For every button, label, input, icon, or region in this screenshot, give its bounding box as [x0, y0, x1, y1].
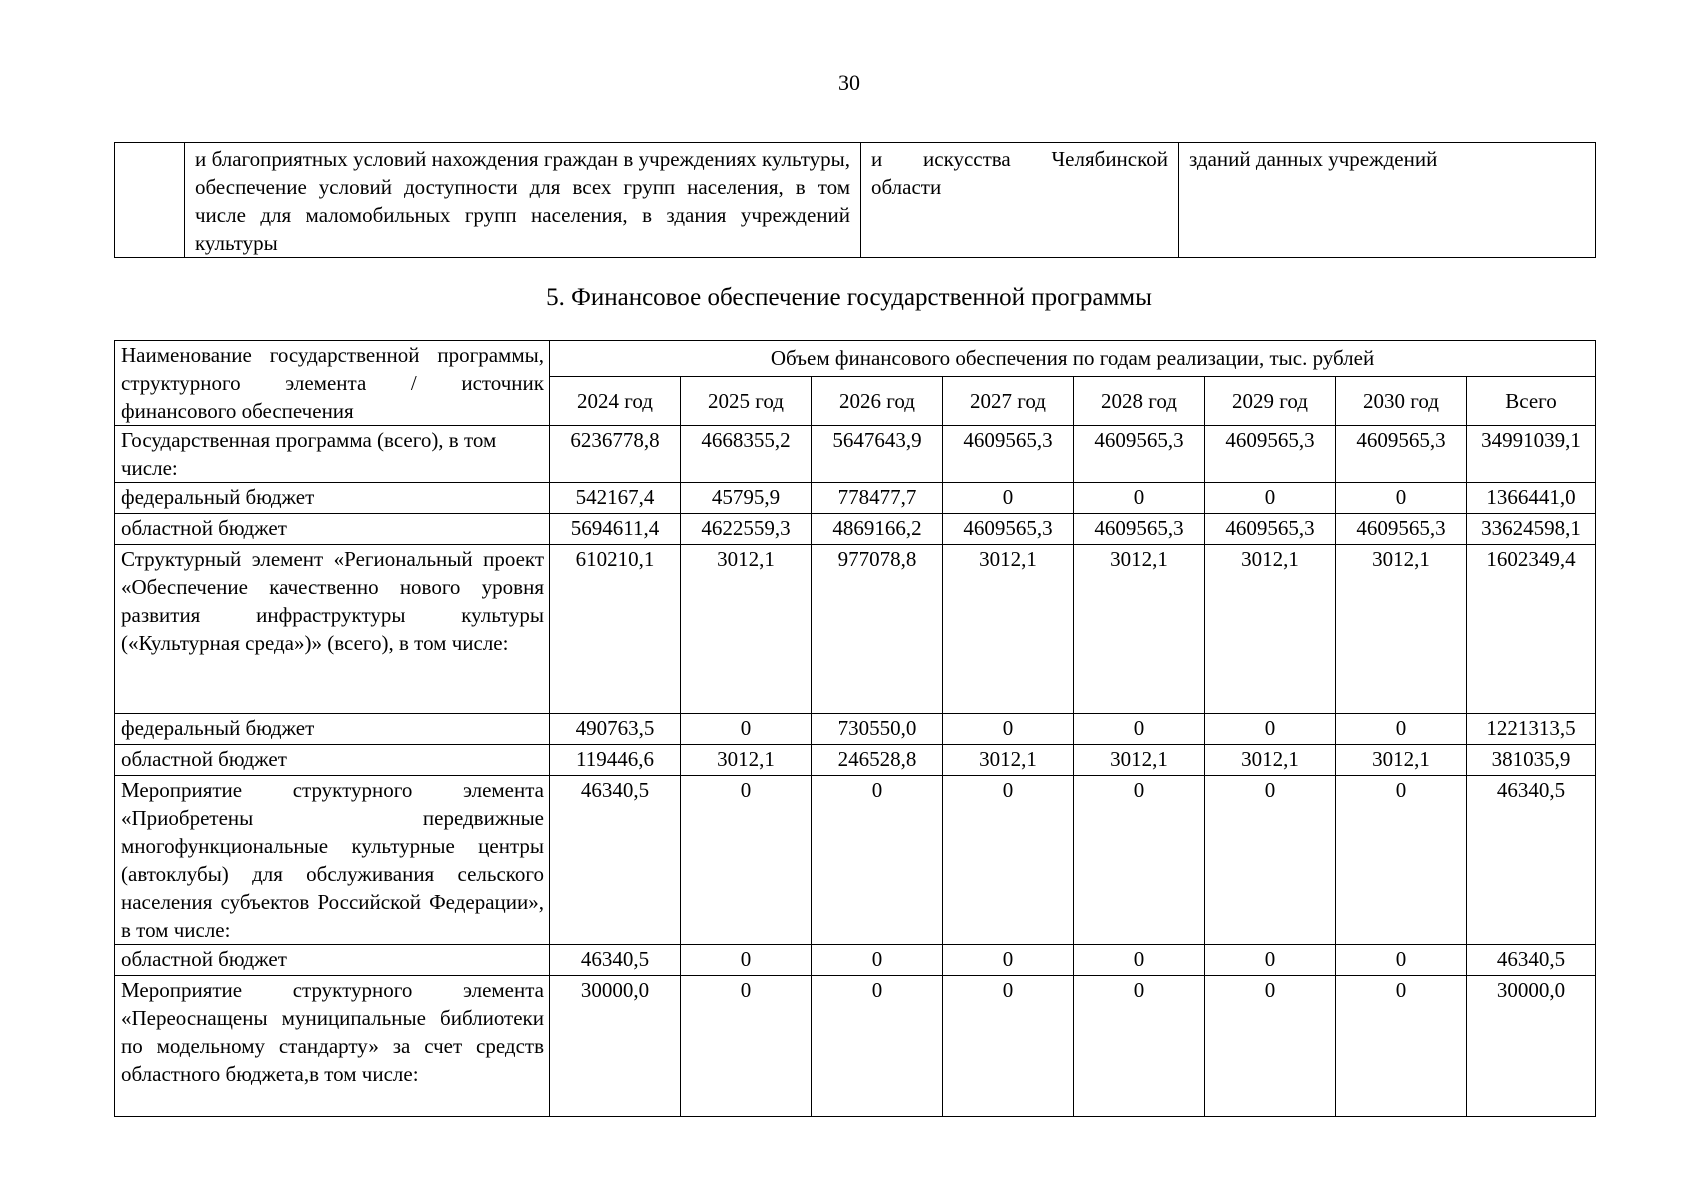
value-cell: 246528,8 [812, 745, 943, 776]
value-cell: 0 [1074, 776, 1205, 945]
value-cell: 4609565,3 [1074, 426, 1205, 483]
value-cell: 0 [812, 976, 943, 1117]
total-cell: 1602349,4 [1467, 545, 1596, 714]
row-name: областной бюджет [115, 945, 550, 976]
value-cell: 0 [812, 776, 943, 945]
value-cell: 0 [1074, 483, 1205, 514]
value-cell: 4609565,3 [1336, 426, 1467, 483]
value-cell: 3012,1 [1336, 545, 1467, 714]
total-cell: 34991039,1 [1467, 426, 1596, 483]
volume-column-header: Объем финансового обеспечения по годам реализации, тыс. рублей [550, 341, 1596, 377]
row-name: федеральный бюджет [115, 714, 550, 745]
table-row [115, 545, 1596, 714]
continuation-row [115, 143, 1596, 258]
table-row [115, 776, 1596, 945]
value-cell: 4609565,3 [1074, 514, 1205, 545]
value-cell: 0 [1205, 776, 1336, 945]
value-cell: 45795,9 [681, 483, 812, 514]
value-cell: 0 [681, 945, 812, 976]
value-cell: 0 [1205, 714, 1336, 745]
continuation-measure-cell: и благоприятных условий нахождения граждан в учреждениях культуры, обеспечение условий доступности для всех групп населения, в том числе для маломобильных групп населения, в здания учреждений культуры [185, 143, 861, 258]
total-cell: 30000,0 [1467, 976, 1596, 1117]
value-cell: 542167,4 [550, 483, 681, 514]
value-cell: 4609565,3 [1205, 426, 1336, 483]
value-cell: 0 [812, 945, 943, 976]
value-cell: 4668355,2 [681, 426, 812, 483]
total-header: Всего [1467, 376, 1596, 425]
value-cell: 4869166,2 [812, 514, 943, 545]
year-header: 2026 год [812, 376, 943, 425]
row-name: областной бюджет [115, 745, 550, 776]
value-cell: 3012,1 [1336, 745, 1467, 776]
value-cell: 0 [943, 976, 1074, 1117]
value-cell: 46340,5 [550, 945, 681, 976]
year-header: 2030 год [1336, 376, 1467, 425]
continuation-executor-cell: и искусства Челябинской области [861, 143, 1179, 258]
value-cell: 5694611,4 [550, 514, 681, 545]
value-cell: 0 [1205, 976, 1336, 1117]
total-cell: 1366441,0 [1467, 483, 1596, 514]
section-title: 5. Финансовое обеспечение государственной программы [546, 284, 1152, 311]
table-row [115, 426, 1596, 483]
value-cell: 3012,1 [1074, 745, 1205, 776]
total-cell: 46340,5 [1467, 776, 1596, 945]
value-cell: 0 [681, 976, 812, 1117]
value-cell: 0 [1205, 945, 1336, 976]
table-row [115, 976, 1596, 1117]
value-cell: 3012,1 [1205, 545, 1336, 714]
year-header: 2025 год [681, 376, 812, 425]
value-cell: 0 [681, 776, 812, 945]
value-cell: 3012,1 [681, 745, 812, 776]
table-row [115, 714, 1596, 745]
value-cell: 610210,1 [550, 545, 681, 714]
value-cell: 3012,1 [681, 545, 812, 714]
value-cell: 0 [1336, 976, 1467, 1117]
year-header: 2027 год [943, 376, 1074, 425]
value-cell: 0 [681, 714, 812, 745]
value-cell: 977078,8 [812, 545, 943, 714]
name-column-header: Наименование государственной программы, структурного элемента / источник финансового обеспечения [115, 341, 550, 426]
continuation-table [114, 142, 1596, 258]
total-cell: 381035,9 [1467, 745, 1596, 776]
value-cell: 0 [1336, 776, 1467, 945]
table-row [115, 945, 1596, 976]
value-cell: 730550,0 [812, 714, 943, 745]
total-cell: 33624598,1 [1467, 514, 1596, 545]
total-cell: 46340,5 [1467, 945, 1596, 976]
table-row [115, 514, 1596, 545]
year-header: 2024 год [550, 376, 681, 425]
value-cell: 4609565,3 [1336, 514, 1467, 545]
finance-table [114, 340, 1596, 1117]
value-cell: 0 [943, 945, 1074, 976]
value-cell: 4622559,3 [681, 514, 812, 545]
value-cell: 0 [943, 776, 1074, 945]
page-number: 30 [838, 70, 860, 95]
value-cell: 0 [1074, 714, 1205, 745]
value-cell: 3012,1 [943, 545, 1074, 714]
value-cell: 0 [1336, 945, 1467, 976]
row-name: Мероприятие структурного элемента «Переоснащены муниципальные библиотеки по модельному стандарту» за счет средств областного бюджета,в том числе: [115, 976, 550, 1117]
continuation-result-cell: зданий данных учреждений [1179, 143, 1596, 258]
value-cell: 0 [1336, 483, 1467, 514]
value-cell: 6236778,8 [550, 426, 681, 483]
header-row [115, 341, 1596, 377]
value-cell: 3012,1 [943, 745, 1074, 776]
table-row [115, 483, 1596, 514]
value-cell: 4609565,3 [943, 426, 1074, 483]
value-cell: 0 [1336, 714, 1467, 745]
value-cell: 4609565,3 [1205, 514, 1336, 545]
continuation-number-cell [115, 143, 185, 258]
value-cell: 778477,7 [812, 483, 943, 514]
row-name: областной бюджет [115, 514, 550, 545]
value-cell: 30000,0 [550, 976, 681, 1117]
row-name: Государственная программа (всего), в том числе: [115, 426, 550, 483]
value-cell: 0 [1074, 945, 1205, 976]
value-cell: 0 [943, 714, 1074, 745]
value-cell: 3012,1 [1074, 545, 1205, 714]
value-cell: 5647643,9 [812, 426, 943, 483]
value-cell: 0 [1205, 483, 1336, 514]
row-name: Структурный элемент «Региональный проект «Обеспечение качественно нового уровня развития инфраструктуры культуры («Культурная среда»)» (всего), в том числе: [115, 545, 550, 714]
year-header: 2028 год [1074, 376, 1205, 425]
value-cell: 4609565,3 [943, 514, 1074, 545]
value-cell: 0 [1074, 976, 1205, 1117]
total-cell: 1221313,5 [1467, 714, 1596, 745]
value-cell: 3012,1 [1205, 745, 1336, 776]
value-cell: 46340,5 [550, 776, 681, 945]
value-cell: 0 [943, 483, 1074, 514]
year-header: 2029 год [1205, 376, 1336, 425]
value-cell: 490763,5 [550, 714, 681, 745]
row-name: федеральный бюджет [115, 483, 550, 514]
value-cell: 119446,6 [550, 745, 681, 776]
table-row [115, 745, 1596, 776]
row-name: Мероприятие структурного элемента «Приобретены передвижные многофункциональные культурные центры (автоклубы) для обслуживания сельского населения субъектов Российской Федерации», в том числе: [115, 776, 550, 945]
